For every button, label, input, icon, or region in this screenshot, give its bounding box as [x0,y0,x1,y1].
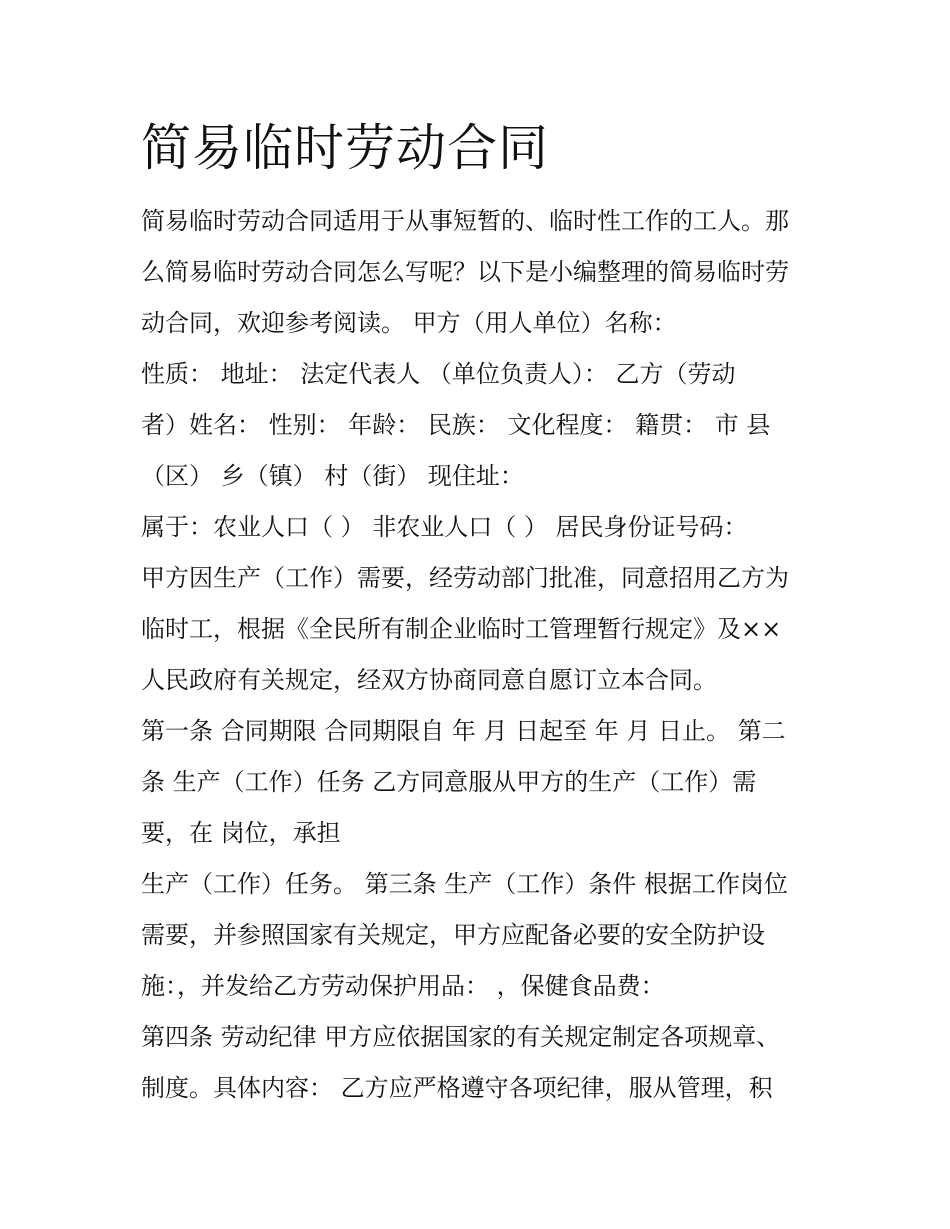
body-line: 临时工，根据《全民所有制企业临时工管理暂行规定》及×× [141,615,782,643]
body-line: 需要，并参照国家有关规定，甲方应配备必要的安全防护设 [141,921,765,949]
body-line: 动合同，欢迎参考阅读。 甲方（用人单位）名称： [141,309,677,337]
body-line: 简易临时劳动合同适用于从事短暂的、临时性工作的工人。那 [141,207,789,235]
document-body [141,196,821,1114]
body-line: 性质： 地址： 法定代表人 （单位负责人）： 乙方（劳动 [141,360,736,388]
body-line: 要，在 岗位，承担 [141,819,341,847]
body-line: 甲方因生产（工作）需要，经劳动部门批准，同意招用乙方为 [141,564,789,592]
body-line: 第一条 合同期限 合同期限自 年 月 日起至 年 月 日止。 第二 [141,717,786,745]
body-line: 生产（工作）任务。 第三条 生产（工作）条件 根据工作岗位 [141,870,788,898]
body-line: 属于：农业人口（ ） 非农业人口（ ） 居民身份证号码： [141,513,748,541]
body-line: 施：，并发给乙方劳动保护用品： ，保健食品费： [141,972,665,1000]
body-line: 条 生产（工作）任务 乙方同意服从甲方的生产（工作）需 [141,768,757,796]
body-line: 么简易临时劳动合同怎么写呢？以下是小编整理的简易临时劳 [141,258,789,286]
body-line: （区） 乡（镇） 村（街） 现住址： [141,462,524,490]
document-title: 简易临时劳动合同 [141,119,549,177]
body-line: 人民政府有关规定，经双方协商同意自愿订立本合同。 [141,666,717,694]
body-line: 第四条 劳动纪律 甲方应依据国家的有关规定制定各项规章、 [141,1023,781,1051]
body-line: 者）姓名： 性别： 年龄： 民族： 文化程度： 籍贯： 市 县 [141,411,771,439]
body-line: 制度。具体内容： 乙方应严格遵守各项纪律，服从管理，积 [141,1074,773,1102]
